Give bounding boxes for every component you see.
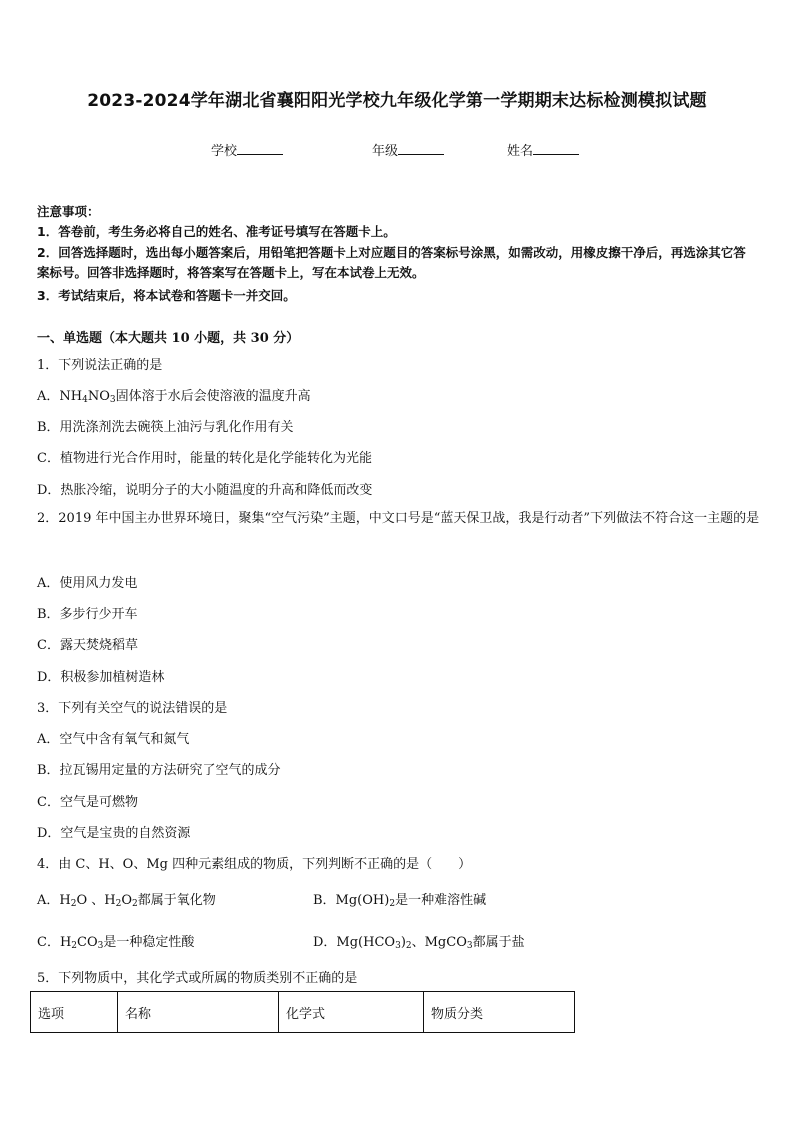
q4-stem: 4．由 C、H、O、Mg 四种元素组成的物质，下列判断不正确的是（ ） (37, 857, 472, 872)
table-header-cell: 化学式 (279, 992, 424, 1033)
q5-table (30, 991, 575, 1033)
q1-option-b[interactable]: B．用洗涤剂洗去碗筷上油污与乳化作用有关 (37, 420, 294, 435)
school-label: 学校 (211, 144, 238, 159)
q2-option-c[interactable]: C．露天焚烧稻草 (37, 638, 138, 653)
table-header-row (31, 992, 575, 1033)
school-blank[interactable] (237, 142, 283, 155)
notice-item-1: 1．答卷前，考生务必将自己的姓名、准考证号填写在答题卡上。 (37, 224, 396, 239)
q1-option-a[interactable]: A．$NH_4NO_3$固体溶于水后会使溶液的温度升高 (37, 389, 311, 405)
table-header-cell: 选项 (31, 992, 118, 1033)
q3-option-a[interactable]: A．空气中含有氧气和氮气 (37, 732, 190, 747)
table-header-cell: 名称 (118, 992, 279, 1033)
q4-option-b[interactable]: B．$Mg(OH)_2$是一种难溶性碱 (313, 893, 487, 909)
notice-item-3: 3．考试结束后，将本试卷和答题卡一并交回。 (37, 288, 296, 303)
q2-option-d[interactable]: D．积极参加植树造林 (37, 670, 165, 685)
table-header-cell: 物质分类 (424, 992, 575, 1033)
name-field[interactable] (507, 140, 579, 159)
name-label: 姓名 (507, 144, 534, 159)
notice-heading: 注意事项： (37, 204, 100, 219)
q3-option-b[interactable]: B．拉瓦锡用定量的方法研究了空气的成分 (37, 763, 281, 778)
q3-option-c[interactable]: C．空气是可燃物 (37, 795, 138, 810)
q3-option-d[interactable]: D．空气是宝贵的自然资源 (37, 826, 191, 841)
q5-stem: 5．下列物质中，其化学式或所属的物质类别不正确的是 (37, 971, 358, 986)
q1-stem: 1．下列说法正确的是 (37, 358, 163, 373)
grade-blank[interactable] (398, 142, 444, 155)
grade-label: 年级 (372, 144, 399, 159)
page-title: 2023-2024学年湖北省襄阳阳光学校九年级化学第一学期期末达标检测模拟试题 (87, 91, 707, 111)
notice-item-2: 2．回答选择题时，选出每小题答案后，用铅笔把答题卡上对应题目的答案标号涂黑，如需改动，用橡皮擦干净后，再选涂其它答案标号。回答非选择题时，将答案写在答题卡上，写在本试卷上无效。 (37, 245, 746, 280)
q2-option-a[interactable]: A．使用风力发电 (37, 576, 138, 591)
q4-option-d[interactable]: D．$Mg(HCO_3)_2$、MgCO$_3$都属于盐 (313, 935, 525, 951)
q4-option-c[interactable]: C．$H_2CO_3$是一种稳定性酸 (37, 935, 195, 951)
school-field[interactable] (211, 140, 283, 159)
q2-option-b[interactable]: B．多步行少开车 (37, 607, 138, 622)
section-heading: 一、单选题（本大题共 10 小题，共 30 分） (37, 331, 300, 346)
q4-option-a[interactable]: A．$H_2O$ 、$H_2O_2$都属于氧化物 (37, 893, 216, 909)
name-blank[interactable] (533, 142, 579, 155)
q1-option-c[interactable]: C．植物进行光合作用时，能量的转化是化学能转化为光能 (37, 451, 372, 466)
grade-field[interactable] (372, 140, 444, 159)
q3-stem: 3．下列有关空气的说法错误的是 (37, 701, 228, 716)
q2-stem: 2．2019 年中国主办世界环境日，聚集“空气污染”主题，中文口号是“蓝天保卫战，我是行动者”下列做法不符合这一主题的是 (37, 511, 760, 526)
q1-option-d[interactable]: D．热胀冷缩，说明分子的大小随温度的升高和降低而改变 (37, 483, 373, 498)
